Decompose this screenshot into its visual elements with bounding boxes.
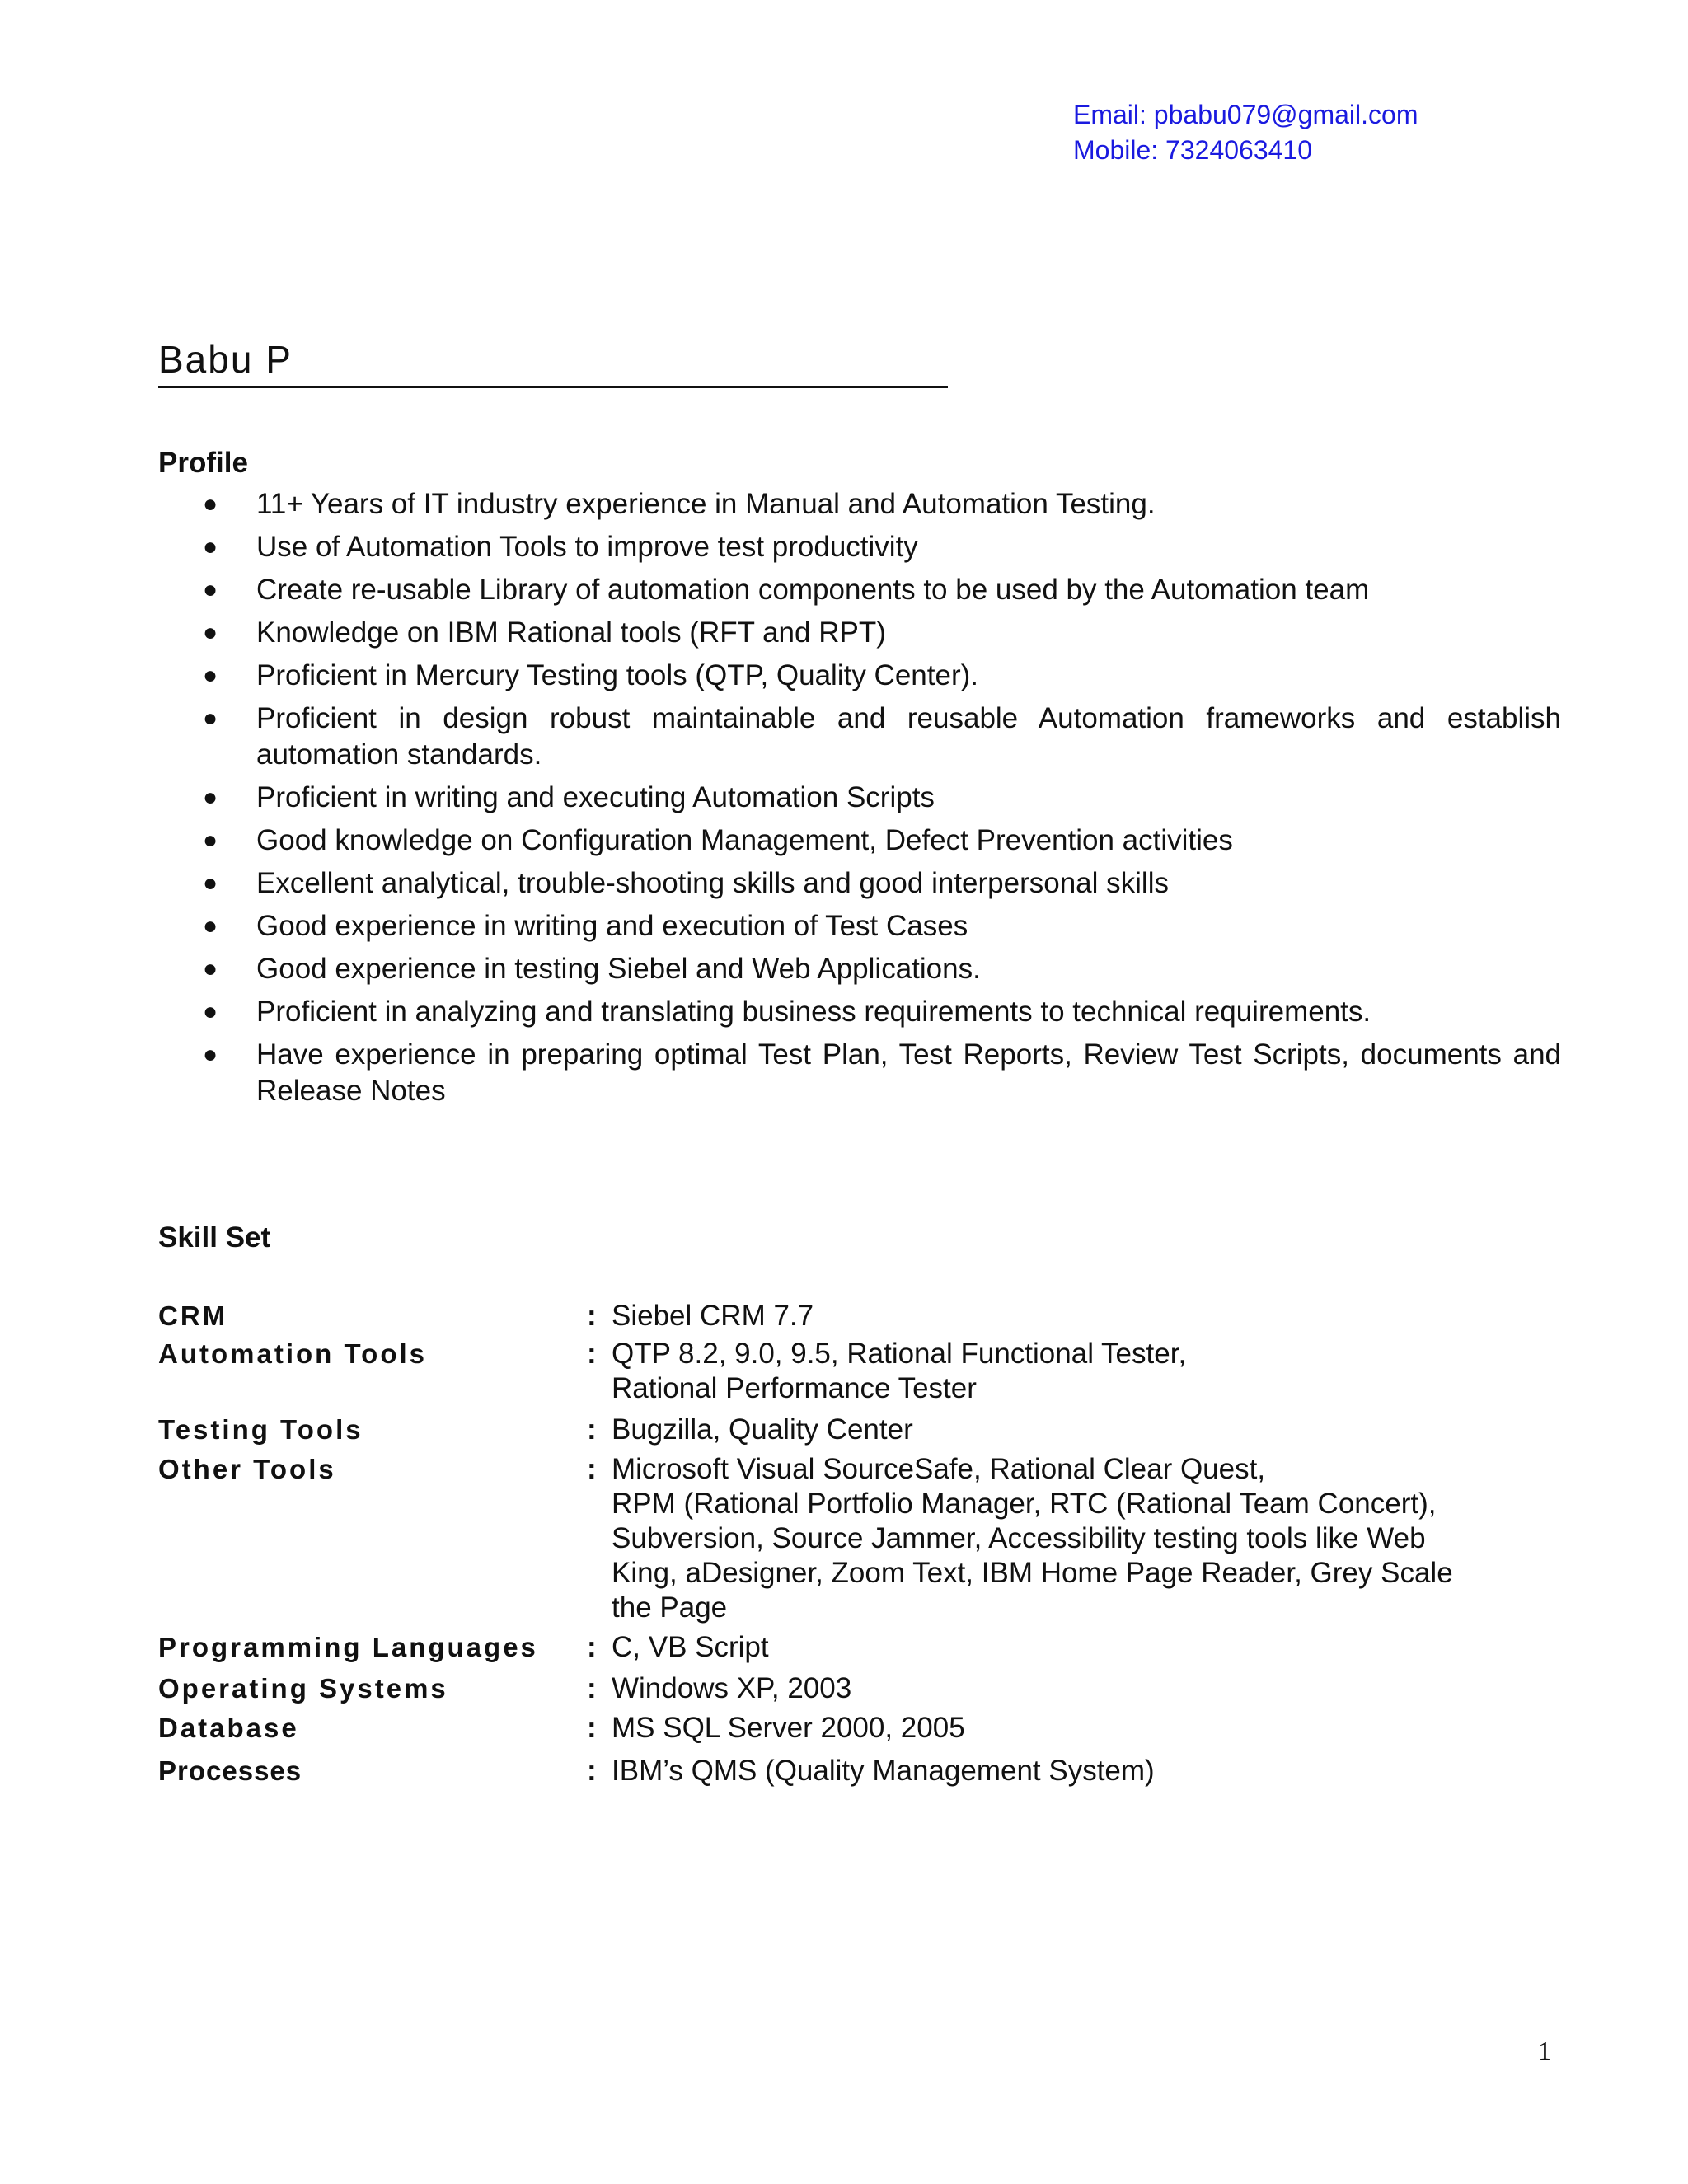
bullet-icon: ●	[203, 705, 218, 732]
skill-value: Bugzilla, Quality Center	[612, 1413, 913, 1446]
skill-row-testing-tools	[158, 1413, 1576, 1447]
skill-value: Windows XP, 2003	[612, 1672, 852, 1704]
skill-colon: :	[587, 1755, 597, 1787]
skill-label: Database	[158, 1713, 299, 1743]
skill-value: QTP 8.2, 9.0, 9.5, Rational Functional Tester, Rational Performance Tester	[612, 1338, 1187, 1404]
bullet-icon: ●	[203, 490, 218, 518]
bullet-icon: ●	[203, 869, 218, 897]
skill-label: Automation Tools	[158, 1338, 428, 1369]
skill-colon: :	[587, 1338, 597, 1370]
email-text: Email: pbabu079@gmail.com	[1073, 100, 1418, 129]
skill-value: C, VB Script	[612, 1631, 769, 1663]
page-number: 1	[1538, 2036, 1551, 2065]
skill-row-programming-languages	[158, 1630, 1576, 1665]
bullet-icon: ●	[203, 576, 218, 603]
list-item: ● Proficient in analyzing and translating business requirements to technical requirements.	[158, 994, 1561, 1030]
bullet-icon: ●	[203, 912, 218, 940]
mobile-text: Mobile: 7324063410	[1073, 135, 1313, 165]
skill-colon: :	[587, 1712, 597, 1744]
skill-value: Siebel CRM 7.7	[612, 1300, 814, 1332]
list-item: ● Proficient in design robust maintainable and reusable Automation frameworks and establish automation standards.	[203, 702, 1561, 771]
skill-colon: :	[587, 1453, 597, 1485]
skill-value: IBM’s QMS (Quality Management System)	[612, 1755, 1155, 1787]
skill-row-automation-tools	[158, 1337, 1576, 1406]
skill-value: Microsoft Visual SourceSafe, Rational Clear Quest, RPM (Rational Portfolio Manager, RTC (Rational Team Concert), Subversion, Source Jammer, Accessibility testing tools like Web King, aDesigner, Zoom Text, IBM Home Page Reader, Grey Scale the Page	[612, 1453, 1453, 1624]
skill-label: Operating Systems	[158, 1673, 448, 1704]
skill-label: Testing Tools	[158, 1414, 363, 1445]
list-item: ● Proficient in writing and executing Automation Scripts	[158, 780, 1561, 816]
skill-label: Processes	[158, 1755, 302, 1786]
list-item: ● Good experience in writing and execution of Test Cases	[158, 908, 1561, 944]
skill-value: MS SQL Server 2000, 2005	[612, 1712, 965, 1744]
skill-row-crm	[158, 1299, 1576, 1333]
profile-list	[158, 486, 1561, 1116]
bullet-icon: ●	[203, 955, 218, 982]
skill-row-database	[158, 1711, 1576, 1746]
skill-label: Other Tools	[158, 1454, 336, 1484]
bullet-icon: ●	[203, 662, 218, 689]
list-item: ● Excellent analytical, trouble-shooting skills and good interpersonal skills	[158, 865, 1561, 902]
contact-info	[1073, 97, 1418, 168]
skillset-heading: Skill Set	[158, 1221, 271, 1254]
list-item: ● Good experience in testing Siebel and Web Applications.	[158, 951, 1561, 987]
list-item: ● Have experience in preparing optimal Test Plan, Test Reports, Review Test Scripts, documents and Release Notes	[203, 1038, 1561, 1107]
skill-colon: :	[587, 1631, 597, 1663]
skillset-table	[158, 1299, 1576, 1788]
list-item: ● 11+ Years of IT industry experience in Manual and Automation Testing.	[158, 486, 1561, 523]
skill-row-other-tools	[158, 1452, 1576, 1625]
list-item: ● Create re-usable Library of automation components to be used by the Automation team	[158, 572, 1561, 608]
skill-row-operating-systems	[158, 1671, 1576, 1706]
skill-colon: :	[587, 1672, 597, 1704]
list-item: ● Knowledge on IBM Rational tools (RFT and RPT)	[158, 615, 1561, 651]
skill-label: Programming Languages	[158, 1632, 538, 1662]
skill-colon: :	[587, 1300, 597, 1332]
bullet-icon: ●	[203, 827, 218, 854]
bullet-icon: ●	[203, 619, 218, 646]
candidate-name: Babu P	[158, 338, 293, 381]
bullet-icon: ●	[203, 1041, 218, 1068]
bullet-icon: ●	[203, 533, 218, 560]
skill-label: CRM	[158, 1301, 228, 1331]
name-header	[158, 335, 948, 388]
bullet-icon: ●	[203, 784, 218, 811]
skill-colon: :	[587, 1413, 597, 1446]
list-item: ● Good knowledge on Configuration Management, Defect Prevention activities	[158, 823, 1561, 859]
bullet-icon: ●	[203, 998, 218, 1025]
profile-heading: Profile	[158, 447, 248, 479]
skill-row-processes	[158, 1754, 1576, 1788]
list-item: ● Use of Automation Tools to improve test productivity	[158, 529, 1561, 565]
list-item: ● Proficient in Mercury Testing tools (QTP, Quality Center).	[158, 658, 1561, 694]
